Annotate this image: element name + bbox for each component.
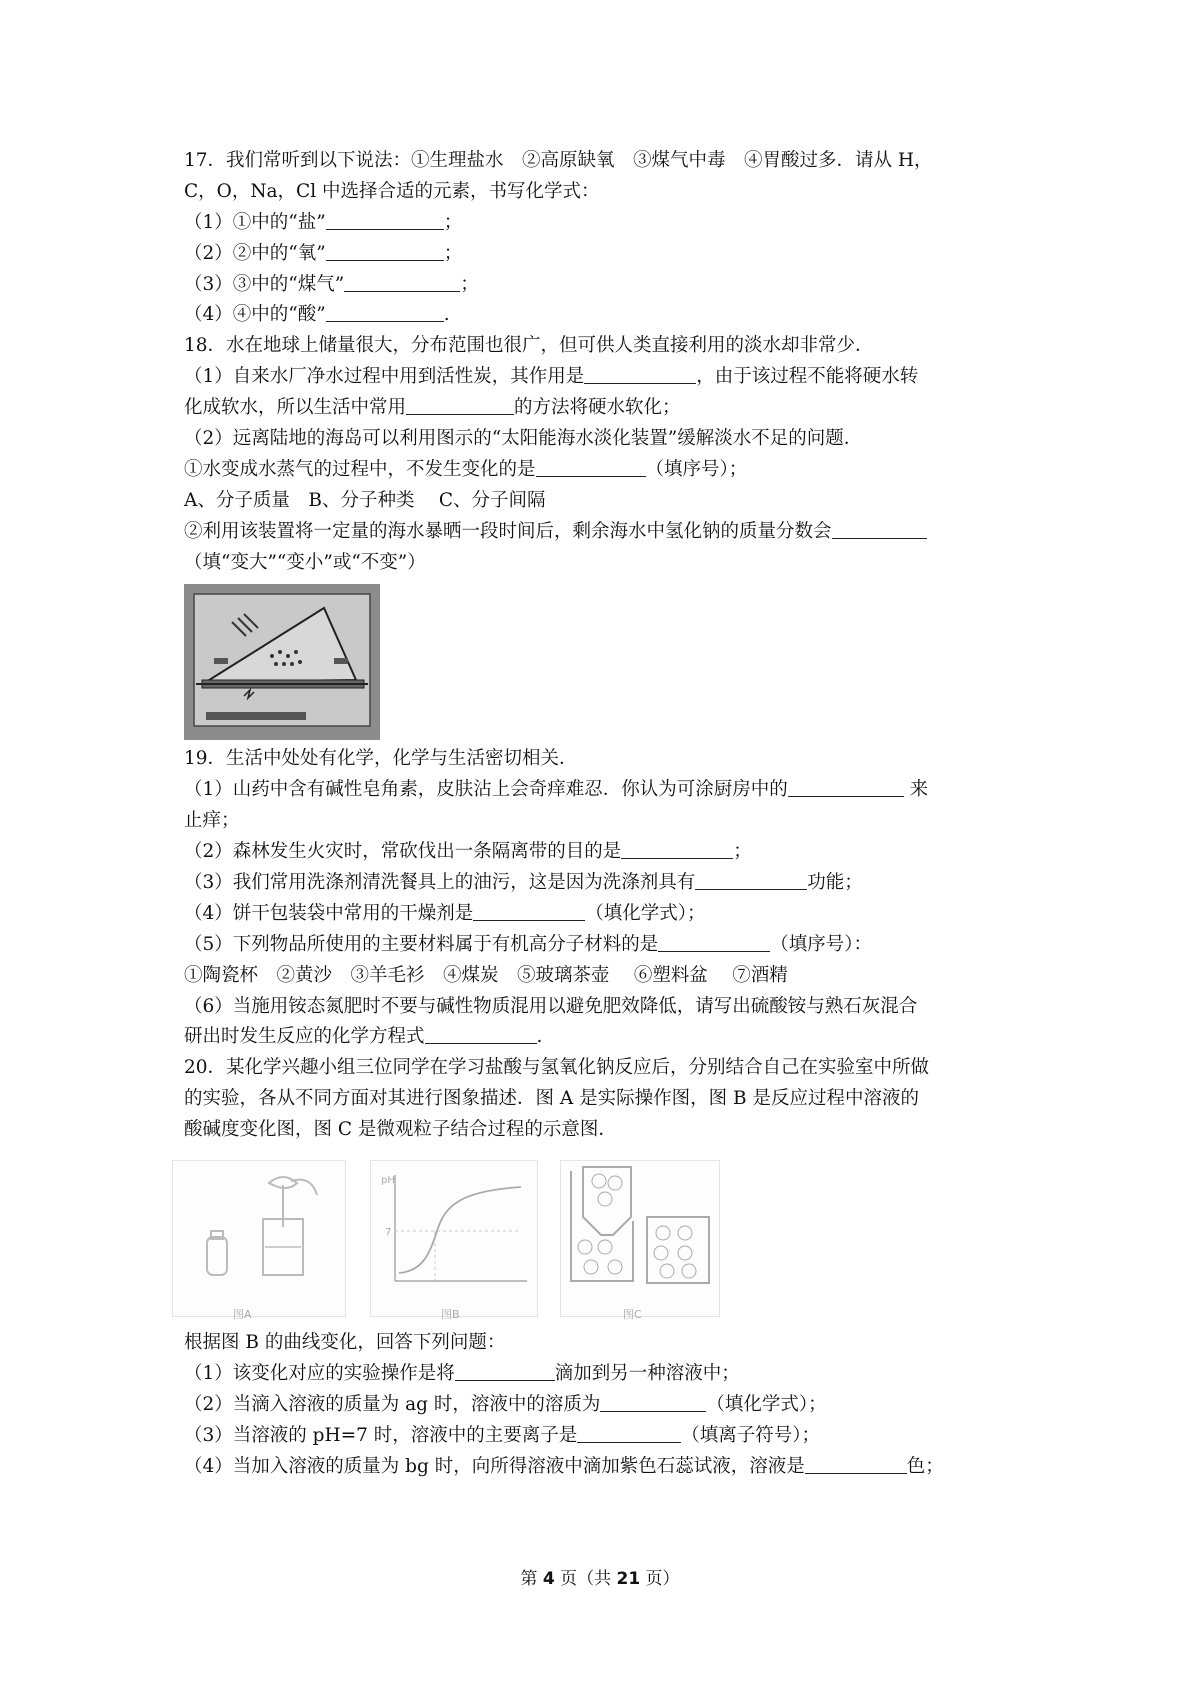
- q18-sub2-hint: （填“变大”“变小”或“不变”）: [184, 551, 426, 573]
- q18-sub2: ②利用该装置将一定量的海水暴晒一段时间后，剩余海水中氢化钠的质量分数会: [184, 517, 1030, 548]
- q17-part1: （1）①中的“盐” ；: [184, 208, 1030, 239]
- answer-blank[interactable]: [577, 1422, 681, 1443]
- answer-blank[interactable]: [805, 1453, 907, 1474]
- q17-part2: （2）②中的“氧” ；: [184, 239, 1030, 270]
- q20-stem-line3: 酸碱度变化图，图 C 是微观粒子结合过程的示意图．: [184, 1119, 617, 1141]
- answer-blank[interactable]: [326, 209, 444, 230]
- q20-part3: （3）当溶液的 pH=7 时，溶液中的主要离子是 （填离子符号）；: [184, 1421, 1030, 1452]
- q19-stem: 19．生活中处处有化学，化学与生活密切相关．: [184, 748, 578, 770]
- q20-part2: （2）当滴入溶液的质量为 ag 时，溶液中的溶质为 （填化学式）；: [184, 1390, 1030, 1421]
- figure-b-ph-curve: [370, 1160, 538, 1322]
- q18-part2: （2）远离陆地的海岛可以利用图示的“太阳能海水淡化装置”缓解淡水不足的问题．: [184, 428, 863, 450]
- answer-blank[interactable]: [600, 1391, 706, 1412]
- answer-blank[interactable]: [344, 271, 460, 292]
- q20-part1: （1）该变化对应的实验操作是将 滴加到另一种溶液中；: [184, 1359, 1030, 1390]
- answer-blank[interactable]: [536, 456, 646, 477]
- q19-part6-line2: 研出时发生反应的化学方程式 .: [184, 1022, 1030, 1053]
- answer-blank[interactable]: [832, 518, 927, 539]
- answer-blank[interactable]: [455, 1360, 555, 1381]
- q20-lead: 根据图 B 的曲线变化，回答下列问题：: [184, 1332, 506, 1354]
- answer-blank[interactable]: [326, 301, 444, 322]
- q20-part4: （4）当加入溶液的质量为 bg 时，向所得溶液中滴加紫色石蕊试液，溶液是 色；: [184, 1452, 1030, 1483]
- answer-blank[interactable]: [658, 931, 770, 952]
- q19-part1-line2: 止痒；: [184, 810, 240, 832]
- q17-part3: （3）③中的“煤气” ；: [184, 270, 1030, 301]
- q19-part5: （5）下列物品所使用的主要材料属于有机高分子材料的是 （填序号）：: [184, 930, 1030, 961]
- answer-blank[interactable]: [425, 1023, 537, 1044]
- figure-b-caption: 图B: [441, 1308, 460, 1322]
- q19-part6-line1: （6）当施用铵态氮肥时不要与碱性物质混用以避免肥效降低，请写出硫酸铵与熟石灰混合: [184, 995, 918, 1017]
- q20-stem-line1: 20．某化学兴趣小组三位同学在学习盐酸与氢氧化钠反应后，分别结合自己在实验室中所做: [184, 1057, 930, 1079]
- solar-desalination-figure: [184, 584, 380, 740]
- q20-stem-line2: 的实验，各从不同方面对其进行图象描述．图 A 是实际操作图，图 B 是反应过程中溶液的: [184, 1088, 919, 1110]
- q20-figures: [184, 1160, 1030, 1320]
- figure-c-particles: [560, 1160, 720, 1322]
- page-footer: 第 4 页（共 21 页）: [520, 1569, 680, 1589]
- exam-page: [184, 146, 1030, 1483]
- answer-blank[interactable]: [695, 869, 807, 890]
- q19-part2: （2）森林发生火灾时，常砍伐出一条隔离带的目的是 ；: [184, 837, 1030, 868]
- q19-part1-line1: （1）山药中含有碱性皂角素，皮肤沾上会奇痒难忍．你认为可涂厨房中的 来: [184, 775, 1030, 806]
- answer-blank[interactable]: [788, 776, 904, 797]
- figure-c-caption: 图C: [623, 1308, 642, 1322]
- page-number: 4: [542, 1569, 555, 1589]
- q18-part1-line1: （1）自来水厂净水过程中用到活性炭，其作用是 ，由于该过程不能将硬水转: [184, 362, 1030, 393]
- q18-part1-line2: 化成软水，所以生活中常用 的方法将硬水软化；: [184, 393, 1030, 424]
- q17-stem-line1: 17．我们常听到以下说法：①生理盐水 ②高原缺氧 ③煤气中毒 ④胃酸过多．请从 H，: [184, 150, 933, 171]
- answer-blank[interactable]: [406, 394, 514, 415]
- figure-b-tick: 7: [385, 1227, 392, 1239]
- answer-blank[interactable]: [326, 240, 444, 261]
- q17-stem-line2: C，O，Na，Cl 中选择合适的元素，书写化学式：: [184, 180, 600, 202]
- q18-sub1: ①水变成水蒸气的过程中，不发生变化的是 （填序号）；: [184, 455, 1030, 486]
- answer-blank[interactable]: [473, 900, 585, 921]
- page-total: 21: [616, 1569, 641, 1589]
- q19-part3: （3）我们常用洗涤剂清洗餐具上的油污，这是因为洗涤剂具有 功能；: [184, 868, 1030, 899]
- answer-blank[interactable]: [584, 363, 696, 384]
- q19-items: ①陶瓷杯 ②黄沙 ③羊毛衫 ④煤炭 ⑤玻璃茶壶 ⑥塑料盆 ⑦酒精: [184, 964, 788, 986]
- q17-part4: （4）④中的“酸” .: [184, 300, 1030, 331]
- q18-options: A、分子质量 B、分子种类 C、分子间隔: [184, 489, 546, 511]
- figure-a-caption: 图A: [233, 1308, 252, 1322]
- q19-part4: （4）饼干包装袋中常用的干燥剂是 （填化学式）；: [184, 899, 1030, 930]
- figure-b-ylabel: pH: [381, 1175, 395, 1187]
- q18-stem: 18．水在地球上储量很大，分布范围也很广，但可供人类直接利用的淡水却非常少．: [184, 335, 874, 357]
- answer-blank[interactable]: [621, 838, 733, 859]
- figure-a-apparatus: [172, 1160, 346, 1322]
